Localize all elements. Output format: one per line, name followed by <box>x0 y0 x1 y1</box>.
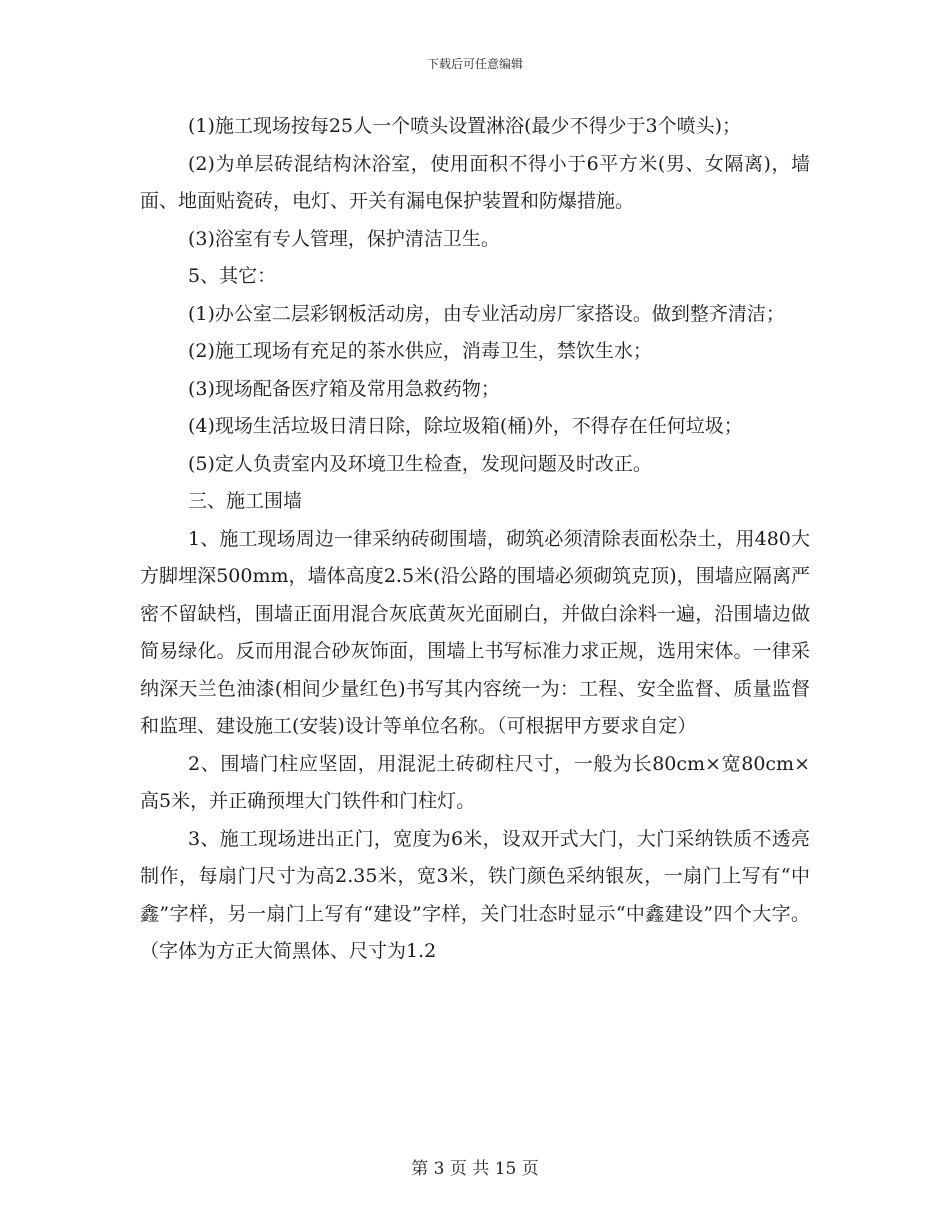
section-heading-other: 5、其它： <box>188 265 277 287</box>
document-body <box>140 108 810 971</box>
paragraph-shower-2: (2)为单层砖混结构沐浴室，使用面积不得小于6平方米(男、女隔离)，墙面、地面贴瓷砖，电灯、开关有漏电保护装置和防爆措施。 <box>140 152 810 212</box>
paragraph-other-2: (2)施工现场有充足的茶水供应，消毒卫生，禁饮生水； <box>188 340 652 362</box>
section-heading-wall: 三、施工围墙 <box>188 490 303 512</box>
paragraph-other-3: (3)现场配备医疗箱及常用急救药物； <box>188 377 500 400</box>
page-footer: 第 3 页 共 15 页 <box>411 1159 539 1179</box>
page-header: 下载后可任意编辑 <box>426 57 523 71</box>
paragraph-wall-2: 2、围墙门柱应坚固，用混泥土砖砌柱尺寸，一般为长80cm×宽80cm×高5米，并正确预埋大门铁件和门柱灯。 <box>140 752 810 812</box>
paragraph-other-1: (1)办公室二层彩钢板活动房，由专业活动房厂家搭设。做到整齐清洁； <box>188 302 785 325</box>
paragraph-other-5: (5)定人负责室内及环境卫生检查，发现问题及时改正。 <box>188 452 652 475</box>
paragraph-shower-1: (1)施工现场按每25人一个喷头设置淋浴(最少不得少于3个喷头)； <box>188 115 742 137</box>
paragraph-other-4: (4)现场生活垃圾日清日除，除垃圾箱(桶)外，不得存在任何垃圾； <box>188 415 743 437</box>
paragraph-shower-3: (3)浴室有专人管理，保护清洁卫生。 <box>188 227 500 250</box>
paragraph-wall-3: 3、施工现场进出正门，宽度为6米，设双开式大门，大门采纳铁质不透亮制作，每扇门尺寸为高2.35米，宽3米，铁门颜色采纳银灰，一扇门上写有“中鑫”字样，另一扇门上写有“建设”字样，关门壮态时显示“中鑫建设”四个大字。（字体为方正大简黑体、尺寸为1.2 <box>140 827 810 962</box>
paragraph-wall-1: 1、施工现场周边一律采纳砖砌围墙，砌筑必须清除表面松杂土，用480大方脚埋深500mm，墙体高度2.5米(沿公路的围墙必须砌筑克顶)，围墙应隔离严密不留缺档，围墙正面用混合灰底黄灰光面刷白，并做白涂料一遍，沿围墙边做简易绿化。反而用混合砂灰饰面，围墙上书写标准力求正规，选用宋体。一律采纳深天兰色油漆(相间少量红色)书写其内容统一为：工程、安全监督、质量监督和监理、建设施工(安装)设计等单位名称。（可根据甲方要求自定） <box>140 527 810 737</box>
